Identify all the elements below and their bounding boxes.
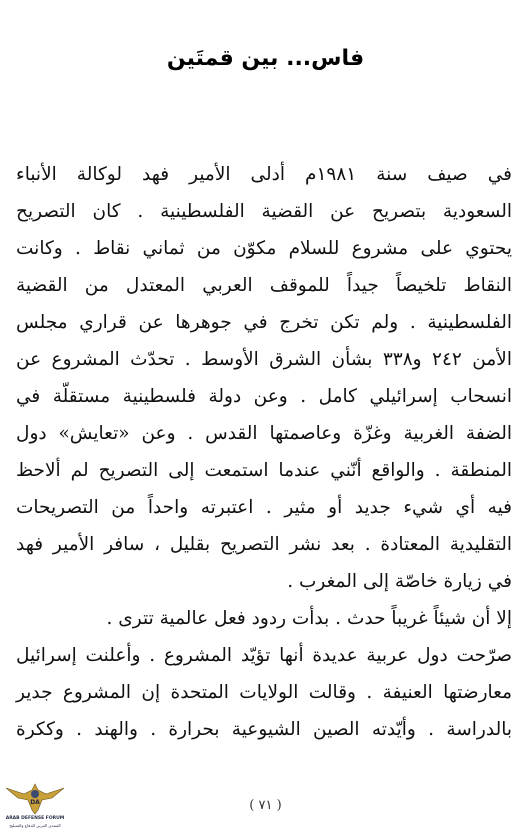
text-line: فيه أي شيء جديد أو مثير . اعتبرته واحداً من التصريحات: [16, 497, 512, 518]
text-line: الأمن ٢٤٢ و٣٣٨ بشأن الشرق الأوسط . تحدّث المشروع عن: [16, 349, 512, 370]
text-line: التقليدية المعتادة . بعد نشر التصريح بقليل ، سافر الأمير فهد: [16, 534, 512, 555]
body-text: [16, 156, 512, 748]
text-line: يحتوي على مشروع للسلام مكوّن من ثماني نقاط . وكانت: [16, 238, 512, 259]
page-number: ( ٧١ ): [249, 798, 282, 813]
text-line: صرّحت دول عربية عديدة أنها تؤيّد المشروع . وأعلنت إسرائيل: [16, 645, 512, 666]
text-line: النقاط تلخيصاً جيداً للموقف العربي المعتدل من القضية: [16, 275, 512, 296]
text-line: إلا أن شيئاً غريباً حدث . بدأت ردود فعل عالمية تترى .: [106, 608, 512, 629]
forum-watermark-logo: [2, 780, 68, 834]
text-line: المنطقة . والواقع أنّني عندما استمعت إلى التصريح لم ألاحظ: [16, 460, 512, 481]
text-line: معارضتها العنيفة . وقالت الولايات المتحدة إن المشروع جدير: [16, 682, 512, 703]
text-line: الفلسطينية . ولم تكن تخرج في جوهرها عن قراري مجلس: [16, 312, 512, 333]
text-line: بالدراسة . وأيّدته الصين الشيوعية بحرارة . والهند . وككرة: [16, 719, 512, 740]
text-line: السعودية بتصريح عن القضية الفلسطينية . كان التصريح: [16, 201, 512, 222]
text-line: في زيارة خاصّة إلى المغرب .: [287, 571, 512, 592]
eagle-emblem-icon: [2, 780, 68, 816]
watermark-text-en: ARAB DEFENSE FORUM: [5, 816, 65, 821]
svg-text:DA: DA: [30, 799, 40, 806]
text-line: انسحاب إسرائيلي كامل . وعن دولة فلسطينية مستقلّة في: [16, 386, 512, 407]
text-line: في صيف سنة ١٩٨١م أدلى الأمير فهد لوكالة الأنباء: [16, 164, 512, 185]
chapter-title: فاس... بين قمتَين: [166, 46, 365, 71]
text-line: الضفة الغربية وغزّة وعاصمتها القدس . وعن «تعايش» دول: [16, 423, 512, 444]
watermark-text-ar: المنتدى العربي للدفاع والتسليح: [9, 823, 61, 828]
